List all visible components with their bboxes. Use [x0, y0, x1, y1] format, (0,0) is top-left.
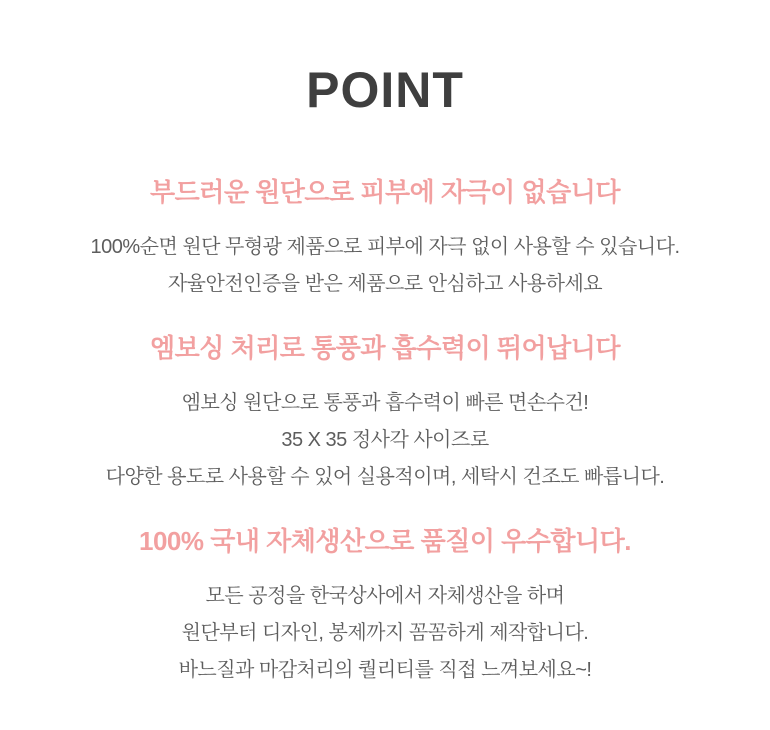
description-line: 100%순면 원단 무형광 제품으로 피부에 자극 없이 사용할 수 있습니다.	[90, 236, 680, 258]
description-line: 다양한 용도로 사용할 수 있어 실용적이며, 세탁시 건조도 빠릅니다.	[105, 466, 665, 488]
description-line: 자율안전인증을 받은 제품으로 안심하고 사용하세요	[167, 273, 603, 295]
feature-description	[0, 578, 770, 689]
description-line: 원단부터 디자인, 봉제까지 꼼꼼하게 제작합니다.	[181, 622, 589, 644]
description-line: 모든 공정을 한국상사에서 자체생산을 하며	[205, 585, 565, 607]
feature-heading: 부드러운 원단으로 피부에 자극이 없습니다	[150, 177, 620, 207]
feature-section-soft-fabric	[0, 178, 770, 303]
feature-heading: 엠보싱 처리로 통풍과 흡수력이 뛰어납니다	[150, 333, 620, 363]
description-line: 35 X 35 정사각 사이즈로	[281, 429, 489, 451]
description-line: 바느질과 마감처리의 퀄리티를 직접 느껴보세요~!	[178, 659, 592, 681]
feature-section-embossing	[0, 334, 770, 496]
feature-description	[0, 229, 770, 303]
feature-section-domestic-production	[0, 527, 770, 689]
page-title: POINT	[306, 62, 464, 118]
description-line: 엠보싱 원단으로 통풍과 흡수력이 빠른 면손수건!	[181, 392, 589, 414]
feature-description	[0, 385, 770, 496]
feature-heading: 100% 국내 자체생산으로 품질이 우수합니다.	[139, 526, 631, 556]
